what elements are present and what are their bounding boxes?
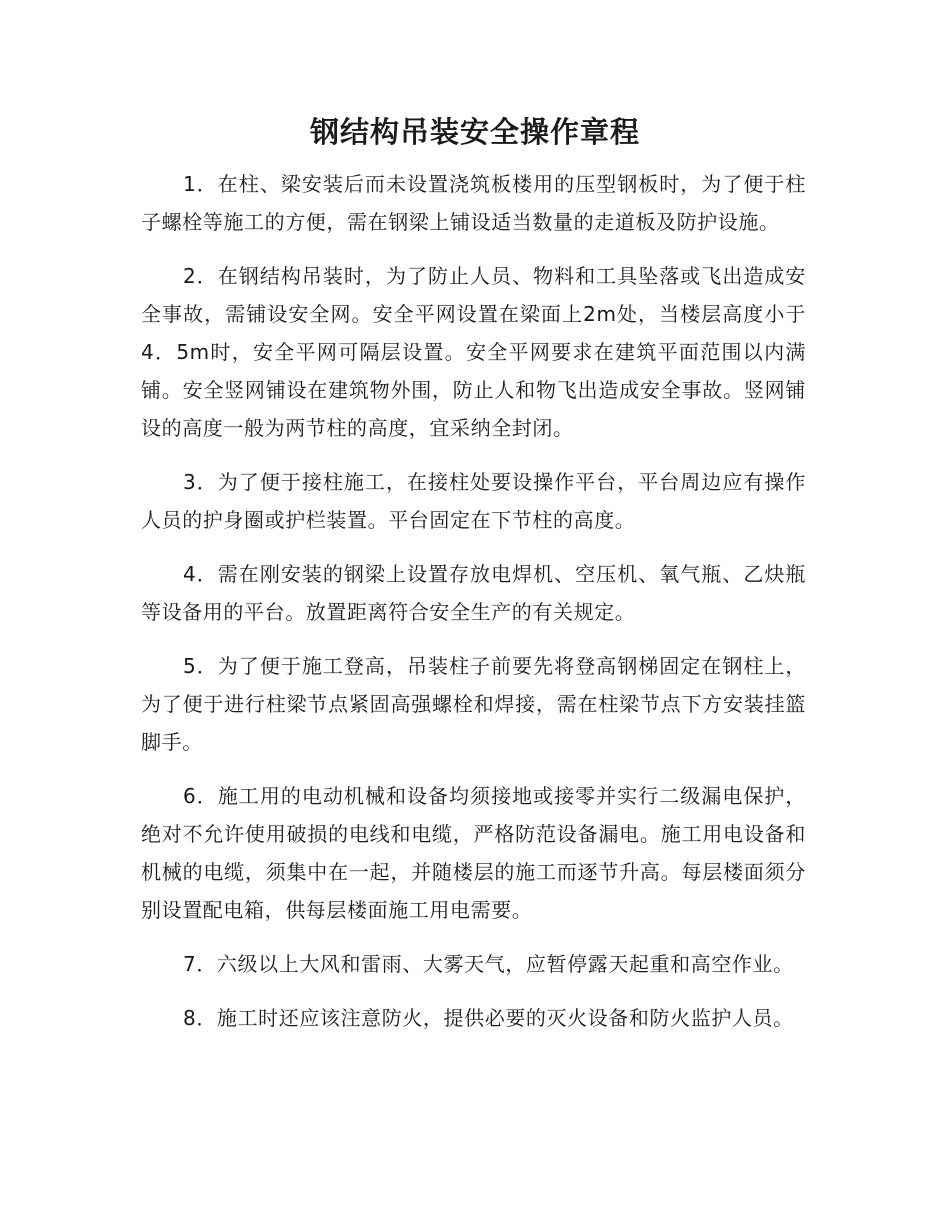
paragraph-2: 2．在钢结构吊装时，为了防止人员、物料和工具坠落或飞出造成安全事故，需铺设安全网。安全平网设置在梁面上2m处，当楼层高度小于4．5m时，安全平网可隔层设置。安全平网要求在建筑平面范围以内满铺。安全竖网铺设在建筑物外围，防止人和物飞出造成安全事故。竖网铺设的高度一般为两节柱的高度，宜采纳全封闭。 bbox=[141, 264, 806, 440]
paragraph-5: 5．为了便于施工登高，吊装柱子前要先将登高钢梯固定在钢柱上，为了便于进行柱梁节点紧固高强螺栓和焊接，需在柱梁节点下方安装挂篮脚手。 bbox=[141, 654, 806, 754]
paragraph-4: 4．需在刚安装的钢梁上设置存放电焊机、空压机、氧气瓶、乙炔瓶等设备用的平台。放置距离符合安全生产的有关规定。 bbox=[141, 562, 806, 624]
paragraph-1: 1．在柱、梁安装后而未设置浇筑板楼用的压型钢板时，为了便于柱子螺栓等施工的方便，需在钢梁上铺设适当数量的走道板及防护设施。 bbox=[141, 172, 806, 234]
paragraph-8: 8．施工时还应该注意防火，提供必要的灭火设备和防火监护人员。 bbox=[183, 1006, 794, 1030]
paragraph-6: 6．施工用的电动机械和设备均须接地或接零并实行二级漏电保护，绝对不允许使用破损的电线和电缆，严格防范设备漏电。施工用电设备和机械的电缆，须集中在一起，并随楼层的施工而逐节升高。每层楼面须分别设置配电箱，供每层楼面施工用电需要。 bbox=[141, 784, 806, 922]
page-title: 钢结构吊装安全操作章程 bbox=[309, 115, 640, 149]
paragraph-3: 3．为了便于接柱施工，在接柱处要设操作平台，平台周边应有操作人员的护身圈或护栏装置。平台固定在下节柱的高度。 bbox=[141, 470, 806, 532]
paragraph-7: 7．六级以上大风和雷雨、大雾天气，应暂停露天起重和高空作业。 bbox=[183, 952, 794, 976]
document-body bbox=[141, 165, 806, 1053]
